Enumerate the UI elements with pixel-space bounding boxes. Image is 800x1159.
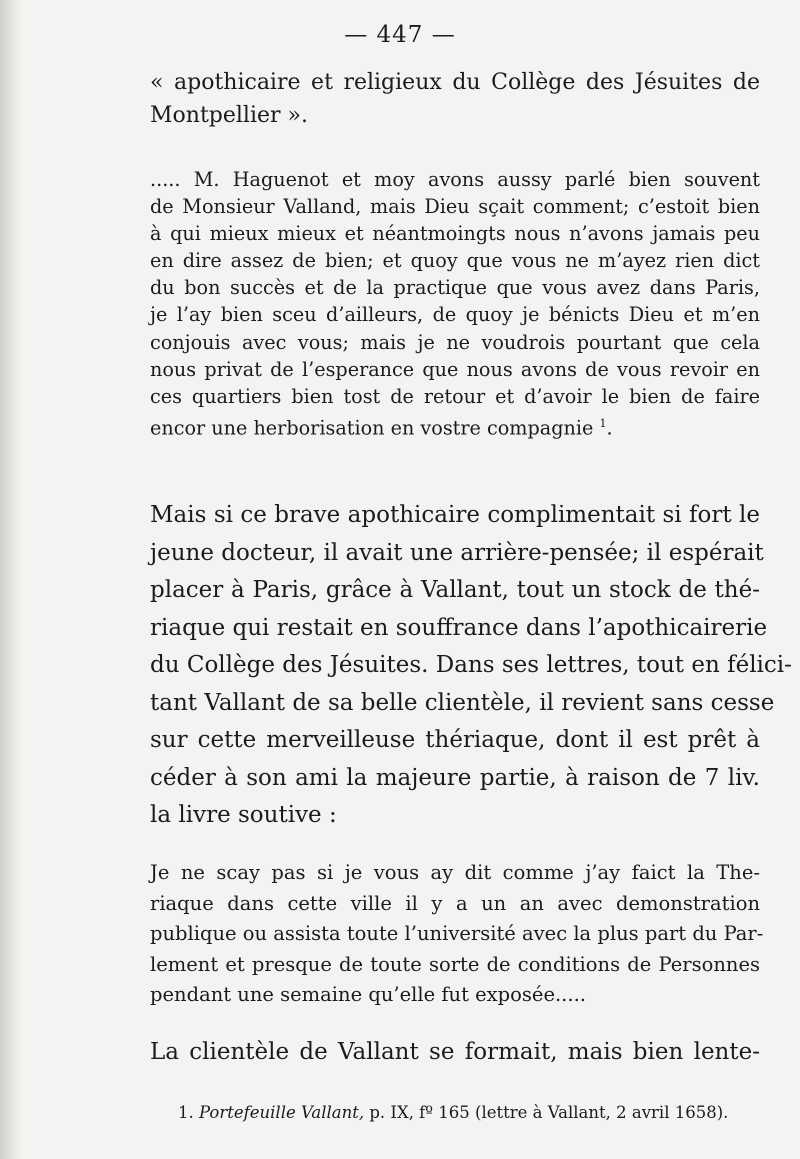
text-line: lement et presque de toute sorte de conditions de Personnes	[150, 952, 760, 976]
text-line: encor une herborisation en vostre compagnie	[150, 416, 594, 440]
text-line: publique ou assista toute l’université avec la plus part du Par-	[150, 922, 764, 945]
text-line: La clientèle de Vallant se formait, mais bien lente-	[150, 1039, 760, 1065]
text-line: je l’ay bien sceu d’ailleurs, de quoy je bénicts Dieu et m’en	[150, 303, 760, 327]
text-line: Je ne scay pas si je vous ay dit comme j’ay faict la The-	[150, 861, 760, 884]
text-line: nous privat de l’esperance que nous avons de vous revoir en	[150, 357, 760, 381]
text-line: riaque qui restait en souffrance dans l’apothicairerie	[150, 614, 768, 641]
text-line: placer à Paris, grâce à Vallant, tout un stock de thé-	[150, 577, 760, 603]
text-line: en dire assez de bien; et quoy que vous ne m’ayez rien dict	[150, 249, 760, 273]
quote-continuation	[150, 66, 760, 132]
body-paragraph	[150, 1034, 760, 1071]
footnote-number: 1.	[178, 1103, 194, 1122]
text-line: « apothicaire et religieux du Collège des Jésuites de	[150, 70, 760, 95]
footnote	[178, 1102, 738, 1124]
text-line: du Collège des Jésuites. Dans ses lettres, tout en félici-	[150, 652, 792, 678]
text-line: de Monsieur Valland, mais Dieu sçait comment; c’estoit bien	[150, 195, 760, 219]
text-line: Montpellier ».	[150, 103, 308, 128]
text-line: sur cette merveilleuse thériaque, dont il est prêt à	[150, 727, 760, 753]
text-line: du bon succès et de la practique que vous avez dans Paris,	[150, 276, 760, 300]
text-line: Mais si ce brave apothicaire complimentait si fort le	[150, 502, 760, 528]
text-line: conjouis avec vous; mais je ne voudrois pourtant que cela	[150, 330, 760, 354]
text-line: tant Vallant de sa belle clientèle, il revient sans cesse	[150, 689, 775, 716]
page-gutter-shadow	[0, 0, 22, 1159]
text-line: la livre soutive :	[150, 802, 337, 828]
footnote-reference: p. IX, fº 165 (lettre à Vallant, 2 avril 1658).	[369, 1103, 729, 1122]
text-line: jeune docteur, il avait une arrière-pensée; il espérait	[150, 539, 764, 566]
text-line: ..... M. Haguenot et moy avons aussy parlé bien souvent	[150, 168, 760, 191]
footnote-title: Portefeuille Vallant,	[199, 1103, 365, 1122]
letter-quote	[150, 166, 760, 441]
letter-quote	[150, 858, 764, 1011]
page-number: — 447 —	[344, 22, 456, 48]
text-line-end: .	[606, 416, 613, 440]
text-line: pendant une semaine qu’elle fut exposée.....	[150, 983, 586, 1006]
text-line-with-note	[150, 410, 760, 441]
text-line: céder à son ami la majeure partie, à raison de 7 liv.	[150, 764, 760, 791]
text-line: riaque dans cette ville il y a un an avec demonstration	[150, 891, 760, 915]
text-line: ces quartiers bien tost de retour et d’avoir le bien de faire	[150, 384, 760, 408]
body-paragraph	[150, 497, 792, 835]
text-line: à qui mieux mieux et néantmoingts nous n’avons jamais peu	[150, 222, 760, 246]
footnote-marker: 1	[599, 416, 607, 430]
